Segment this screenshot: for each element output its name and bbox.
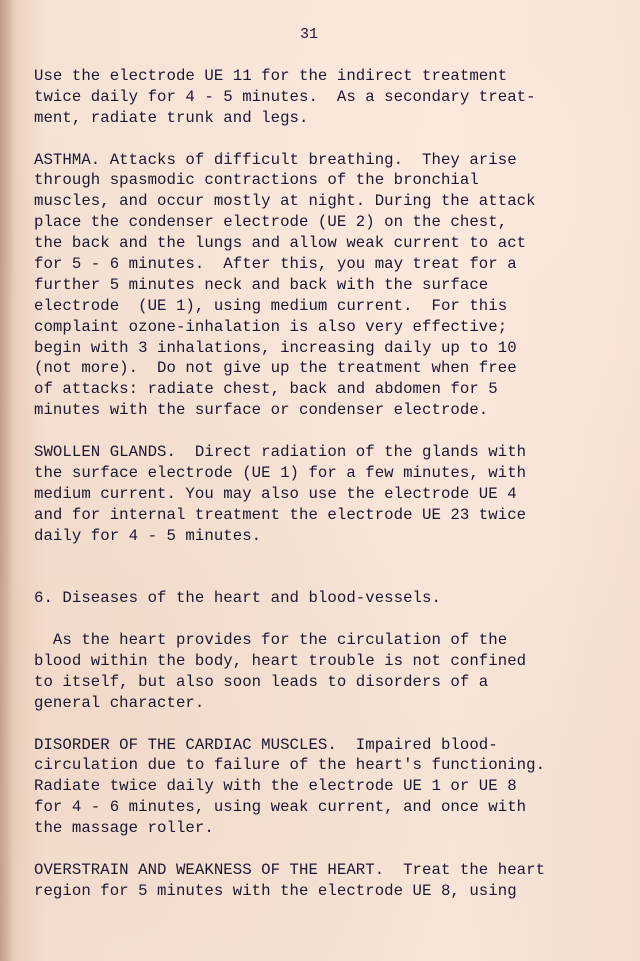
text-line: Use the electrode UE 11 for the indirect treatment	[34, 67, 508, 85]
text-line: ASTHMA. Attacks of difficult breathing. They arise	[34, 150, 517, 169]
text-line: place the condenser electrode (UE 2) on the chest,	[34, 213, 508, 232]
paragraph-intro	[34, 66, 614, 129]
text-line: further 5 minutes neck and back with the surface	[34, 275, 489, 294]
binding-shadow	[0, 0, 14, 961]
text-line: ment, radiate trunk and legs.	[34, 108, 309, 127]
text-line: the back and the lungs and allow weak current to act	[34, 234, 527, 253]
text-line: to itself, but also soon leads to disorders of a	[34, 672, 489, 691]
text-line: general character.	[34, 693, 205, 712]
text-line: muscles, and occur mostly at night. During the attack	[34, 192, 536, 211]
text-line: SWOLLEN GLANDS. Direct radiation of the glands with	[34, 443, 527, 462]
text-line: blood within the body, heart trouble is not confined	[34, 651, 527, 670]
text-line: of attacks: radiate chest, back and abdomen for 5	[34, 380, 498, 399]
text-line: begin with 3 inhalations, increasing daily up to 10	[34, 338, 517, 357]
text-line: electrode (UE 1), using medium current. For this	[34, 296, 508, 315]
text-line: through spasmodic contractions of the bronchial	[34, 171, 479, 190]
paragraph-overstrain	[34, 860, 614, 902]
text-line: the massage roller.	[34, 819, 214, 838]
text-line: daily for 4 - 5 minutes.	[34, 526, 262, 545]
text-line: As the heart provides for the circulation of the	[34, 631, 508, 650]
page-number: 31	[299, 26, 318, 43]
section-heading: 6. Diseases of the heart and blood-vessels.	[34, 589, 441, 608]
text-line: for 4 - 6 minutes, using weak current, and once with	[34, 798, 527, 817]
section-heading-6	[34, 588, 614, 609]
text-line: for 5 - 6 minutes. After this, you may treat for a	[34, 255, 517, 274]
page-body	[34, 66, 614, 923]
text-line: medium current. You may also use the electrode UE 4	[34, 484, 517, 503]
text-line: complaint ozone-inhalation is also very effective;	[34, 317, 508, 336]
text-line: region for 5 minutes with the electrode UE 8, using	[34, 881, 517, 900]
text-line: twice daily for 4 - 5 minutes. As a secondary treat-	[34, 87, 536, 106]
paragraph-cardiac-muscles	[34, 735, 614, 839]
text-line: DISORDER OF THE CARDIAC MUSCLES. Impaired blood-	[34, 735, 498, 754]
text-line: OVERSTRAIN AND WEAKNESS OF THE HEART. Treat the heart	[34, 860, 546, 879]
text-line: the surface electrode (UE 1) for a few minutes, with	[34, 463, 527, 482]
paragraph-swollen-glands	[34, 442, 614, 546]
text-line: circulation due to failure of the heart's functioning.	[34, 756, 546, 775]
text-line: Radiate twice daily with the electrode UE 1 or UE 8	[34, 777, 517, 796]
section-spacer	[34, 567, 614, 588]
text-line: minutes with the surface or condenser electrode.	[34, 401, 489, 420]
paragraph-heart-intro	[34, 630, 614, 714]
text-line: (not more). Do not give up the treatment when free	[34, 359, 517, 378]
paragraph-asthma	[34, 150, 614, 422]
text-line: and for internal treatment the electrode UE 23 twice	[34, 505, 527, 524]
